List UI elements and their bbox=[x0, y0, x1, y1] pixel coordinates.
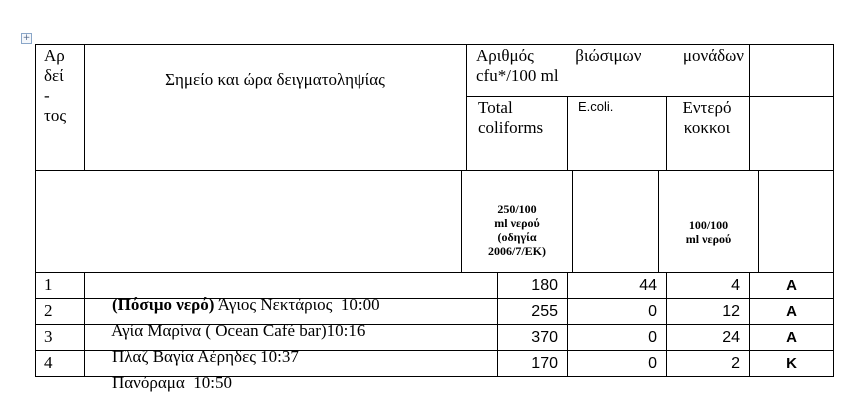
row-3-number: 3 bbox=[44, 327, 53, 346]
row-2-number: 2 bbox=[44, 301, 53, 320]
row-4-ecoli: 0 bbox=[648, 355, 657, 372]
header-group-title bbox=[476, 46, 744, 86]
row-1-grade: A bbox=[786, 277, 797, 294]
row-2-entero: 12 bbox=[722, 303, 740, 320]
limit-enterococci: 100/100 ml νερού bbox=[685, 218, 732, 246]
row-4-total: 170 bbox=[531, 355, 558, 372]
header-number: Αρ δεί - τος bbox=[44, 46, 67, 125]
row-4-point bbox=[95, 353, 495, 413]
row-2-point-text: Αγία Μαρίνα ( Ocean Café bar)10:16 bbox=[111, 321, 366, 340]
row-3-ecoli: 0 bbox=[648, 329, 657, 346]
row-1-point-bold: (Πόσιμο νερό) bbox=[112, 295, 215, 314]
row-1-ecoli: 44 bbox=[639, 277, 657, 294]
row-4-grade: K bbox=[786, 355, 797, 372]
row-3-total: 370 bbox=[531, 329, 558, 346]
row-4-point-text: Πανόραμα 10:50 bbox=[112, 373, 233, 392]
row-1-number: 1 bbox=[44, 275, 53, 294]
header-ecoli: E.coli. bbox=[578, 99, 614, 114]
row-2-total: 255 bbox=[531, 303, 558, 320]
row-1-point-text: Άγιος Νεκτάριος 10:00 bbox=[214, 295, 380, 314]
row-2-ecoli: 0 bbox=[648, 303, 657, 320]
header-total-coliforms: Total coliforms bbox=[478, 98, 544, 137]
limit-total-coliforms: 250/100 ml νερού (οδηγία 2006/7/ΕΚ) bbox=[487, 202, 546, 258]
header-group-title-line2: cfu*/100 ml bbox=[476, 66, 559, 85]
row-3-grade: A bbox=[786, 329, 797, 346]
row-1-entero: 4 bbox=[731, 277, 740, 294]
row-1-total: 180 bbox=[531, 277, 558, 294]
row-4-entero: 2 bbox=[731, 355, 740, 372]
header-enterococci: Εντερό κοκκοι bbox=[682, 98, 732, 137]
row-3-point-text: Πλαζ Βαγία Αέρηδες 10:37 bbox=[112, 347, 299, 366]
header-group-title-line1: Αριθμός βιώσιμων μονάδων bbox=[476, 46, 744, 65]
row-2-grade: A bbox=[786, 303, 797, 320]
row-4-number: 4 bbox=[44, 353, 53, 372]
row-3-entero: 24 bbox=[722, 329, 740, 346]
header-sampling-point: Σημείο και ώρα δειγματοληψίας bbox=[165, 70, 385, 89]
table-move-handle-icon[interactable]: + bbox=[22, 33, 31, 43]
